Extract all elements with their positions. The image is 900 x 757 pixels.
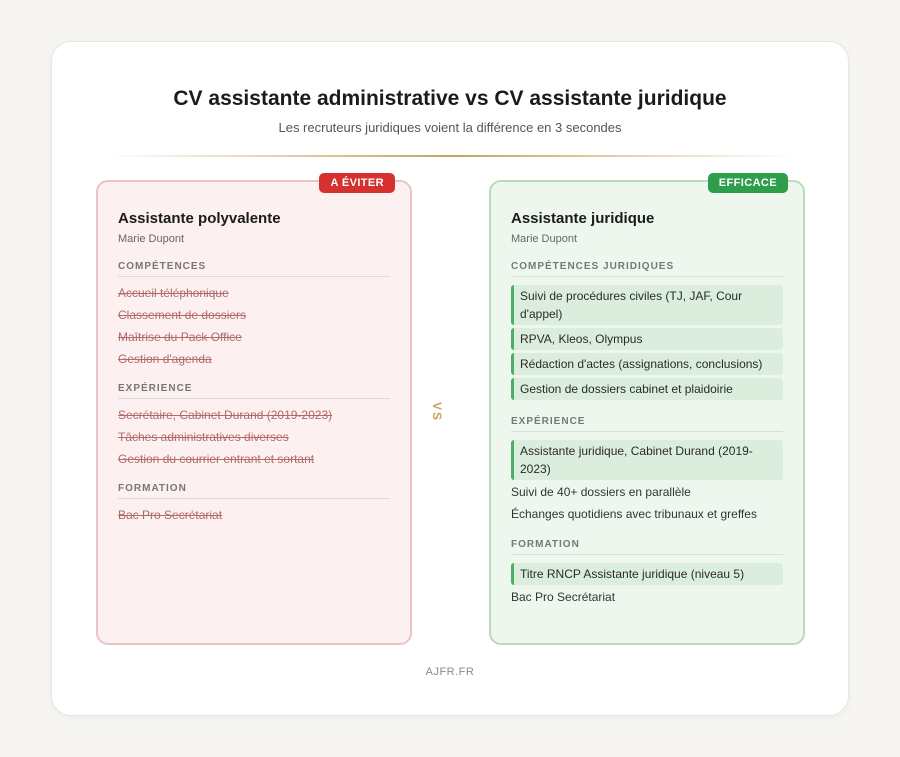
section-heading-experience: EXPÉRIENCE xyxy=(511,416,783,432)
cv-role-title: Assistante juridique xyxy=(511,210,655,227)
highlighted-skill: Suivi de procédures civiles (TJ, JAF, Cour d'appel) xyxy=(511,285,783,325)
page-subtitle: Les recruteurs juridiques voient la différence en 3 secondes xyxy=(278,120,622,135)
footer-brand: AJFR.FR xyxy=(425,666,475,678)
struck-experience: Tâches administratives diverses xyxy=(118,430,289,444)
highlighted-formation: Titre RNCP Assistante juridique (niveau 5) xyxy=(511,563,783,585)
section-heading-competences: COMPÉTENCES JURIDIQUES xyxy=(511,261,783,277)
section-heading-experience: EXPÉRIENCE xyxy=(118,383,390,399)
section-heading-formation: FORMATION xyxy=(511,539,783,555)
struck-skill: Accueil téléphonique xyxy=(118,286,229,300)
highlighted-skill: Rédaction d'actes (assignations, conclusions) xyxy=(511,353,783,375)
cv-person-name: Marie Dupont xyxy=(511,233,578,245)
struck-experience: Gestion du courrier entrant et sortant xyxy=(118,452,315,466)
cv-person-name: Marie Dupont xyxy=(118,233,185,245)
section-heading-formation: FORMATION xyxy=(118,483,390,499)
page-title: CV assistante administrative vs CV assistante juridique xyxy=(173,87,727,110)
cv-panel-bad xyxy=(96,177,412,645)
comparison-card xyxy=(51,41,849,716)
cv-panel-good xyxy=(489,177,805,645)
struck-formation: Bac Pro Secrétariat xyxy=(118,508,223,522)
badge-avoid: A ÉVITER xyxy=(319,173,395,193)
experience-item: Échanges quotidiens avec tribunaux et greffes xyxy=(511,507,757,521)
struck-skill: Gestion d'agenda xyxy=(118,352,212,366)
section-heading-competences: COMPÉTENCES xyxy=(118,261,390,277)
badge-effective: EFFICACE xyxy=(708,173,788,193)
vs-label: VS xyxy=(430,401,444,423)
highlighted-experience: Assistante juridique, Cabinet Durand (2019-2023) xyxy=(511,440,783,480)
cv-role-title: Assistante polyvalente xyxy=(118,210,281,227)
struck-experience: Secrétaire, Cabinet Durand (2019-2023) xyxy=(118,408,333,422)
highlighted-skill: RPVA, Kleos, Olympus xyxy=(511,328,783,350)
highlighted-skill: Gestion de dossiers cabinet et plaidoirie xyxy=(511,378,783,400)
experience-item: Suivi de 40+ dossiers en parallèle xyxy=(511,485,691,499)
struck-skill: Maîtrise du Pack Office xyxy=(118,330,242,344)
gold-divider xyxy=(107,155,795,157)
struck-skill: Classement de dossiers xyxy=(118,308,247,322)
formation-item: Bac Pro Secrétariat xyxy=(511,590,616,604)
